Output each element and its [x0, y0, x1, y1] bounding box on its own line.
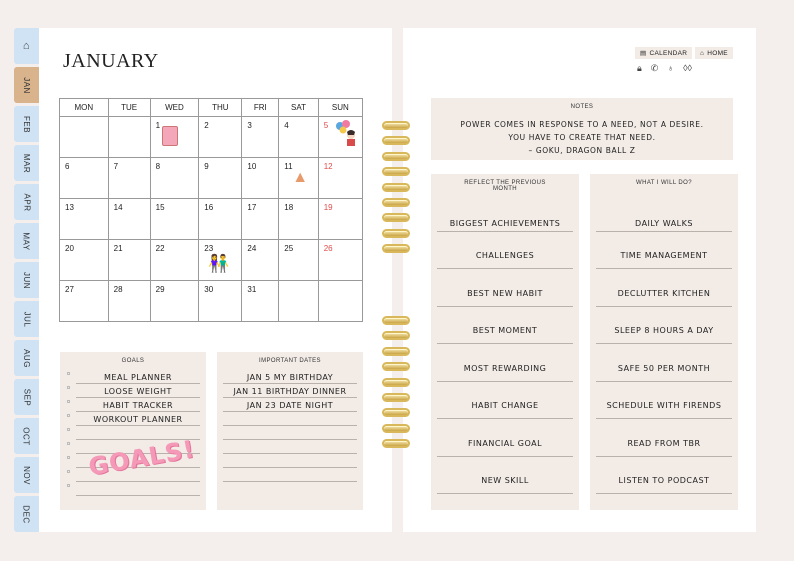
day-number: 12: [323, 162, 333, 171]
day-number: 8: [155, 162, 161, 171]
list-item[interactable]: BEST NEW HABIT: [437, 269, 573, 307]
goals-sticker: GOALS!: [86, 434, 198, 482]
day-cell[interactable]: [318, 281, 362, 322]
month-tabs: [14, 28, 39, 535]
day-number: 19: [323, 203, 333, 212]
tab-sep[interactable]: [14, 379, 39, 415]
day-header: FRI: [242, 99, 279, 117]
checkbox[interactable]: [67, 386, 70, 389]
notes-quote: [431, 118, 733, 157]
list-item[interactable]: DECLUTTER KITCHEN: [596, 269, 732, 307]
list-item[interactable]: BIGGEST ACHIEVEMENTS: [437, 194, 573, 232]
day-number: 23: [204, 244, 214, 253]
tab-may[interactable]: [14, 223, 39, 259]
day-cell[interactable]: [108, 158, 150, 199]
day-cell[interactable]: [242, 240, 279, 281]
spiral-ring: [382, 121, 410, 130]
day-number: 20: [65, 244, 74, 253]
day-number: 16: [204, 203, 214, 212]
day-cell[interactable]: [199, 240, 242, 281]
important-dates-title: IMPORTANT DATES: [259, 358, 321, 364]
list-item[interactable]: [223, 468, 357, 482]
checkbox[interactable]: [67, 414, 70, 417]
spiral-ring: [382, 347, 410, 356]
day-cell[interactable]: [60, 158, 109, 199]
reflect-box: [431, 174, 579, 510]
day-cell[interactable]: [279, 117, 318, 158]
day-number: 22: [155, 244, 165, 253]
day-number: 3: [247, 121, 252, 130]
list-item[interactable]: LISTEN TO PODCAST: [596, 457, 732, 495]
quote-line: – GOKU, DRAGON BALL Z: [528, 146, 636, 155]
day-number: 25: [284, 244, 294, 253]
tab-feb[interactable]: [14, 106, 39, 142]
day-header: WED: [150, 99, 199, 117]
day-number: 29: [155, 285, 165, 294]
list-item[interactable]: DAILY WALKS: [596, 194, 732, 232]
reflect-title-line: REFLECT THE PREVIOUS: [464, 180, 546, 186]
day-cell[interactable]: [242, 199, 279, 240]
goals-title: GOALS: [121, 358, 145, 364]
day-cell[interactable]: [318, 117, 362, 158]
day-number: 26: [323, 244, 333, 253]
tab-jan[interactable]: [14, 67, 39, 103]
day-cell[interactable]: [60, 199, 109, 240]
party-hat-icon: ▲: [292, 169, 309, 186]
day-number: 14: [113, 203, 123, 212]
spiral-ring: [382, 136, 410, 145]
day-header: TUE: [108, 99, 150, 117]
list-item[interactable]: [76, 482, 200, 496]
spiral-ring: [382, 316, 410, 325]
tab-label: APR: [21, 193, 31, 211]
day-header: THU: [199, 99, 242, 117]
day-number: 11: [284, 162, 293, 171]
tab-label: FEB: [22, 115, 31, 133]
tab-jul[interactable]: [14, 301, 39, 337]
day-number: 7: [113, 162, 119, 171]
spiral-ring: [382, 167, 410, 176]
checkbox[interactable]: [67, 400, 70, 403]
day-number: 4: [284, 121, 289, 130]
day-cell[interactable]: [279, 199, 318, 240]
day-header: MON: [60, 99, 109, 117]
list-item[interactable]: MEAL PLANNER: [76, 370, 200, 384]
day-cell[interactable]: [199, 158, 242, 199]
tab-mar[interactable]: [14, 145, 39, 181]
list-item[interactable]: SAFE 50 PER MONTH: [596, 344, 732, 382]
right-page: [403, 28, 756, 532]
will-do-box: [590, 174, 738, 510]
list-item[interactable]: CHALLENGES: [437, 232, 573, 270]
checkbox[interactable]: [67, 470, 70, 473]
spiral-binding-top: [382, 121, 410, 260]
day-number: 5: [323, 121, 329, 130]
day-cell[interactable]: [318, 240, 362, 281]
tab-nov[interactable]: [14, 457, 39, 493]
day-cell[interactable]: [279, 240, 318, 281]
day-number: 17: [247, 203, 257, 212]
tab-jun[interactable]: [14, 262, 39, 298]
day-cell[interactable]: [60, 281, 109, 322]
day-number: 9: [204, 162, 209, 171]
tab-label: SEP: [21, 388, 31, 406]
goals-box: [60, 352, 206, 510]
spiral-ring: [382, 408, 410, 417]
day-cell[interactable]: [60, 117, 109, 158]
will-do-title: WHAT I WILL DO?: [636, 180, 692, 186]
day-cell[interactable]: [318, 199, 362, 240]
tab-label: JUN: [22, 271, 31, 289]
reflect-title: [431, 180, 579, 192]
calendar-grid: [59, 98, 363, 322]
home-button-label: HOME: [707, 49, 728, 57]
day-number: 30: [204, 285, 214, 294]
couple-icon: 👫: [208, 254, 230, 273]
bulb-icon[interactable]: ♁: [667, 63, 675, 73]
day-cell[interactable]: [108, 281, 150, 322]
home-icon: ⌂: [22, 40, 31, 52]
checkbox[interactable]: [67, 372, 70, 375]
list-item[interactable]: [223, 440, 357, 454]
spiral-ring: [382, 229, 410, 238]
day-cell[interactable]: [108, 240, 150, 281]
birthday-balloons-icon: [334, 120, 358, 148]
tab-apr[interactable]: [14, 184, 39, 220]
checkbox[interactable]: [67, 442, 70, 445]
tab-label: AUG: [22, 348, 31, 368]
spiral-ring: [382, 362, 410, 371]
day-number: 28: [113, 285, 123, 294]
day-cell[interactable]: [242, 117, 279, 158]
tab-dec[interactable]: [14, 496, 39, 532]
day-number: 15: [155, 203, 165, 212]
day-number: 18: [284, 203, 294, 212]
list-item[interactable]: BEST MOMENT: [437, 307, 573, 345]
list-item[interactable]: SLEEP 8 HOURS A DAY: [596, 307, 732, 345]
list-item[interactable]: LOOSE WEIGHT: [76, 384, 200, 398]
day-number: 2: [204, 121, 209, 130]
day-cell[interactable]: [60, 240, 109, 281]
spiral-ring: [382, 424, 410, 433]
reflect-list: [437, 194, 573, 494]
tab-label: OCT: [21, 426, 31, 446]
important-dates-list: [223, 370, 357, 482]
list-item[interactable]: JAN 11 BIRTHDAY DINNER: [223, 384, 357, 398]
home-button[interactable]: [695, 47, 733, 59]
tab-oct[interactable]: [14, 418, 39, 454]
day-cell[interactable]: [150, 117, 199, 158]
list-item[interactable]: [223, 412, 357, 426]
day-number: 31: [247, 285, 257, 294]
day-cell[interactable]: [150, 199, 199, 240]
list-item[interactable]: [223, 426, 357, 440]
calendar-button-label: CALENDAR: [649, 49, 688, 57]
left-page: [39, 28, 392, 532]
list-item[interactable]: MOST REWARDING: [437, 344, 573, 382]
tab-label: NOV: [22, 465, 31, 485]
quote-line: YOU HAVE TO CREATE THAT NEED.: [508, 133, 656, 142]
list-item[interactable]: TIME MANAGEMENT: [596, 232, 732, 270]
checkbox[interactable]: [67, 484, 70, 487]
spiral-ring: [382, 244, 410, 253]
list-item[interactable]: JAN 23 DATE NIGHT: [223, 398, 357, 412]
home-icon: ⌂: [700, 49, 705, 57]
day-number: 13: [65, 203, 74, 212]
list-item[interactable]: HABIT TRACKER: [76, 398, 200, 412]
quote-line: POWER COMES IN RESPONSE TO A NEED, NOT A DESIRE.: [460, 120, 704, 129]
day-cell[interactable]: [108, 199, 150, 240]
day-cell[interactable]: [242, 281, 279, 322]
checkbox[interactable]: [67, 456, 70, 459]
day-cell[interactable]: [199, 199, 242, 240]
day-cell[interactable]: [279, 281, 318, 322]
notes-title: NOTES: [570, 104, 594, 110]
day-header: SAT: [279, 99, 318, 117]
goals-checkboxes: [67, 372, 70, 498]
tab-label: JAN: [22, 76, 31, 94]
spiral-ring: [382, 198, 410, 207]
will-do-list: [596, 194, 732, 494]
day-cell[interactable]: [242, 158, 279, 199]
spiral-ring: [382, 331, 410, 340]
tab-label: JUL: [21, 311, 31, 327]
tab-label: MAR: [22, 153, 31, 173]
notebook-icon: [162, 126, 178, 146]
tab-aug[interactable]: [14, 340, 39, 376]
list-item[interactable]: WORKOUT PLANNER: [76, 412, 200, 426]
day-number: 27: [65, 285, 74, 294]
reflect-title-line: MONTH: [493, 186, 517, 192]
day-cell[interactable]: [150, 281, 199, 322]
spiral-binding-bottom: [382, 316, 410, 455]
day-number: 24: [247, 244, 257, 253]
day-cell[interactable]: [150, 240, 199, 281]
spiral-ring: [382, 378, 410, 387]
day-header: SUN: [318, 99, 362, 117]
list-item[interactable]: SCHEDULE WITH FIRENDS: [596, 382, 732, 420]
day-cell[interactable]: [108, 117, 150, 158]
quick-icons: [637, 63, 692, 74]
spiral-ring: [382, 152, 410, 161]
spiral-ring: [382, 393, 410, 402]
calendar-button[interactable]: [635, 47, 692, 59]
spiral-ring: [382, 439, 410, 448]
day-cell[interactable]: [199, 117, 242, 158]
phone-icon[interactable]: ✆: [650, 63, 659, 73]
day-number: 10: [247, 162, 257, 171]
lock-icon[interactable]: 🔒︎: [637, 63, 642, 73]
spiral-ring: [382, 183, 410, 192]
notes-box: [431, 98, 733, 160]
list-item[interactable]: FINANCIAL GOAL: [437, 419, 573, 457]
tab-label: MAY: [22, 231, 31, 251]
day-number: 21: [113, 244, 123, 253]
drops-icon[interactable]: ◊◊: [683, 63, 692, 73]
tab-home[interactable]: [14, 28, 39, 64]
day-number: 6: [65, 162, 70, 171]
day-cell[interactable]: [199, 281, 242, 322]
list-item[interactable]: HABIT CHANGE: [437, 382, 573, 420]
month-title: JANUARY: [63, 50, 159, 72]
list-item[interactable]: NEW SKILL: [437, 457, 573, 495]
day-cell[interactable]: [150, 158, 199, 199]
list-item[interactable]: READ FROM TBR: [596, 419, 732, 457]
list-item[interactable]: [223, 454, 357, 468]
calendar-icon: ▤: [640, 50, 647, 57]
list-item[interactable]: JAN 5 MY BIRTHDAY: [223, 370, 357, 384]
day-number: 1: [155, 121, 161, 130]
checkbox[interactable]: [67, 428, 70, 431]
tab-label: DEC: [21, 504, 31, 524]
important-dates-box: [217, 352, 363, 510]
day-cell[interactable]: [279, 158, 318, 199]
spiral-ring: [382, 213, 410, 222]
day-cell[interactable]: [318, 158, 362, 199]
